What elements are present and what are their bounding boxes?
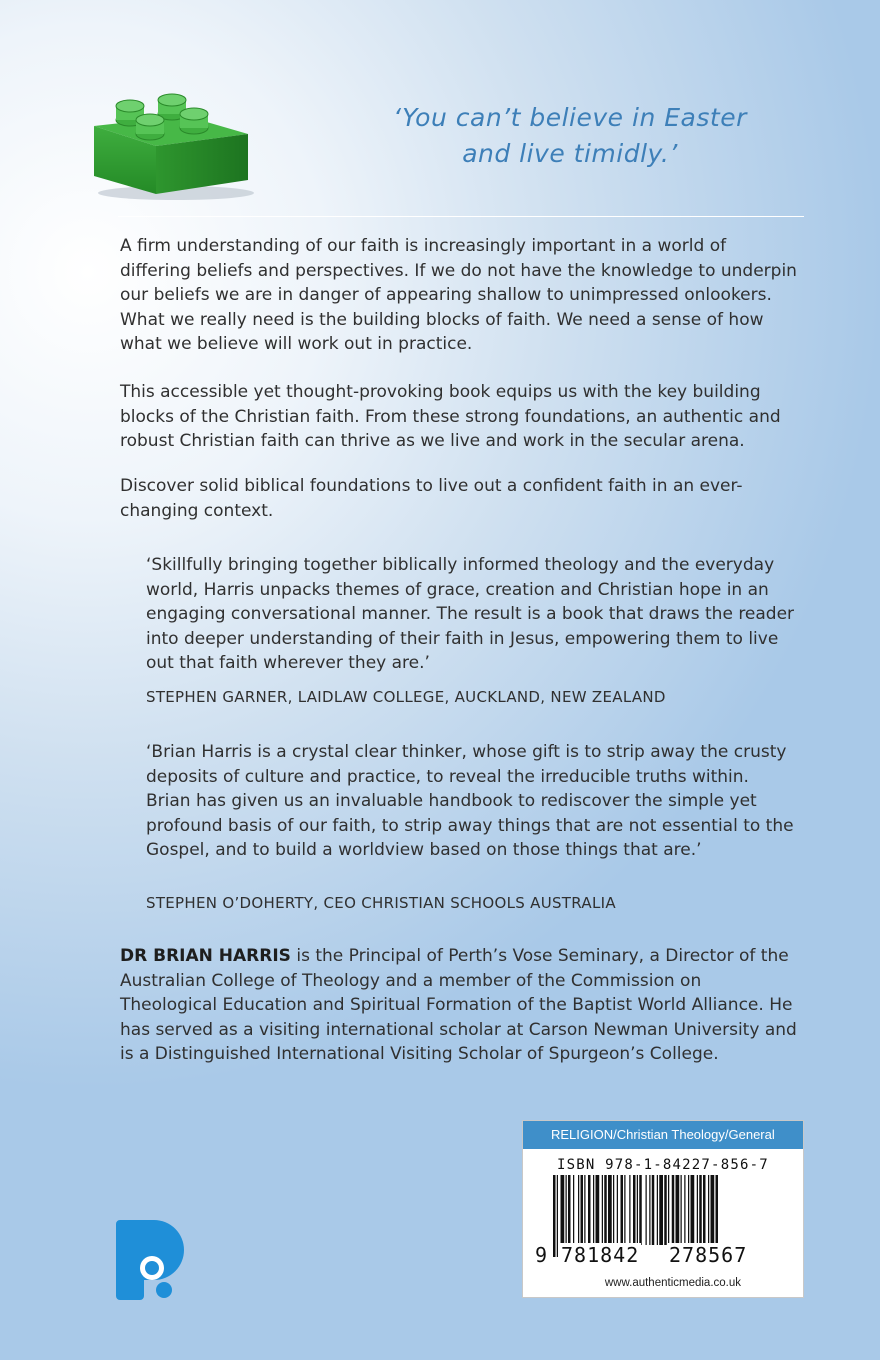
barcode-bar: [588, 1175, 591, 1245]
barcode-digits-right: 278567: [669, 1243, 748, 1267]
barcode-bar: [708, 1175, 709, 1245]
barcode-bar: [608, 1175, 612, 1245]
barcode-bar: [681, 1175, 682, 1245]
author-name: DR BRIAN HARRIS: [120, 946, 291, 966]
barcode-bar: [646, 1175, 647, 1245]
barcode-bar: [672, 1175, 675, 1245]
author-bio: [120, 944, 800, 1067]
publisher-url: www.authenticmedia.co.uk: [604, 1277, 741, 1289]
bisac-category: RELIGION/Christian Theology/General: [523, 1121, 803, 1149]
barcode-bar: [697, 1175, 698, 1245]
isbn-label: ISBN 978-1-84227-856-7: [557, 1157, 769, 1173]
barcode-bar: [568, 1175, 571, 1245]
lego-brick-image: [86, 76, 256, 201]
barcode-bar: [699, 1175, 702, 1245]
divider-line: [118, 216, 804, 217]
barcode-bar: [604, 1175, 607, 1245]
endorsement-2-text: ‘Brian Harris is a crystal clear thinker, whose gift is to strip away the crusty deposits of culture and practice, to reveal the irreducible truths within. Brian has given us an invaluable handbook to rediscover the simple yet profound basis of our faith, to strip away things that are not essential to the Gospel, and to build a worldview based on those things that are.’: [146, 742, 794, 860]
pull-quote-line-2: and live timidly.’: [462, 139, 678, 168]
barcode-bar: [649, 1175, 650, 1245]
barcode-bar: [593, 1175, 594, 1245]
author-bio-text: is the Principal of Perth’s Vose Seminary, a Director of the Australian College of Theology and a member of the Commission on Theological Education and Spiritual Formation of the Baptist World Alliance. He has served as a visiting international scholar at Carson Newman University and is a Distinguished International Visiting Scholar of Spurgeon’s College.: [120, 946, 797, 1064]
barcode-bar: [573, 1175, 574, 1245]
blurb-paragraph-2: This accessible yet thought-provoking book equips us with the key building blocks of the Christian faith. From these strong foundations, an authentic and robust Christian faith can thrive as we live and work in the secular arena.: [120, 382, 781, 451]
barcode-bar: [602, 1175, 603, 1245]
barcode-bar: [617, 1175, 618, 1245]
barcode-bar: [624, 1175, 625, 1245]
barcode-bar: [584, 1175, 585, 1245]
endorsement-1-attribution: STEPHEN GARNER, LAIDLAW COLLEGE, AUCKLAND, NEW ZEALAND: [146, 688, 666, 706]
barcode-bar: [621, 1175, 624, 1245]
pull-quote-line-1: ‘You can’t believe in Easter: [393, 103, 747, 132]
barcode-bar: [664, 1175, 667, 1245]
blurb-paragraph-3: Discover solid biblical foundations to live out a confident faith in an ever-changing context.: [120, 476, 743, 521]
barcode-bar: [684, 1175, 685, 1245]
barcode-bar: [703, 1175, 706, 1245]
pull-quote: [300, 100, 840, 172]
barcode-bar: [668, 1175, 669, 1245]
barcode-panel: [522, 1120, 804, 1298]
barcode-bar: [676, 1175, 680, 1245]
barcode-bar: [691, 1175, 695, 1245]
barcode-bar: [578, 1175, 579, 1245]
barcode-digit-lead: 9: [535, 1243, 548, 1267]
barcode-bar: [553, 1175, 556, 1257]
publisher-logo-icon: [116, 1220, 184, 1300]
barcode-bar: [629, 1175, 630, 1245]
barcode-bar: [711, 1175, 715, 1245]
barcode-bar: [633, 1175, 636, 1245]
barcode-bar: [652, 1175, 655, 1245]
barcode-bar: [581, 1175, 584, 1245]
barcode-bar: [639, 1175, 642, 1245]
barcode-bar: [566, 1175, 567, 1245]
barcode-bar: [688, 1175, 689, 1245]
endorsement-1-text: ‘Skillfully bringing together biblically informed theology and the everyday world, Harris unpacks themes of grace, creation and Christian hope in an engaging conversational manner. The result is a book that draws the reader into deeper understanding of their faith in Jesus, empowering them to live out that faith wherever they are.’: [146, 555, 795, 673]
barcode-digits-left: 781842: [561, 1243, 640, 1267]
barcode-bar: [659, 1175, 663, 1245]
barcode-bar: [596, 1175, 600, 1245]
barcode-bar: [557, 1175, 558, 1257]
barcode-bar: [657, 1175, 658, 1245]
barcode-bar: [613, 1175, 614, 1245]
endorsement-2-attribution: STEPHEN O’DOHERTY, CEO CHRISTIAN SCHOOLS AUSTRALIA: [146, 894, 616, 912]
barcode-bar: [561, 1175, 565, 1245]
blurb-paragraph-1: A firm understanding of our faith is increasingly important in a world of differing beliefs and perspectives. If we do not have the knowledge to underpin our beliefs we are in danger of appearing shallow to unimpressed onlookers. What we really need is the building blocks of faith. We need a sense of how what we believe will work out in practice.: [120, 236, 797, 354]
